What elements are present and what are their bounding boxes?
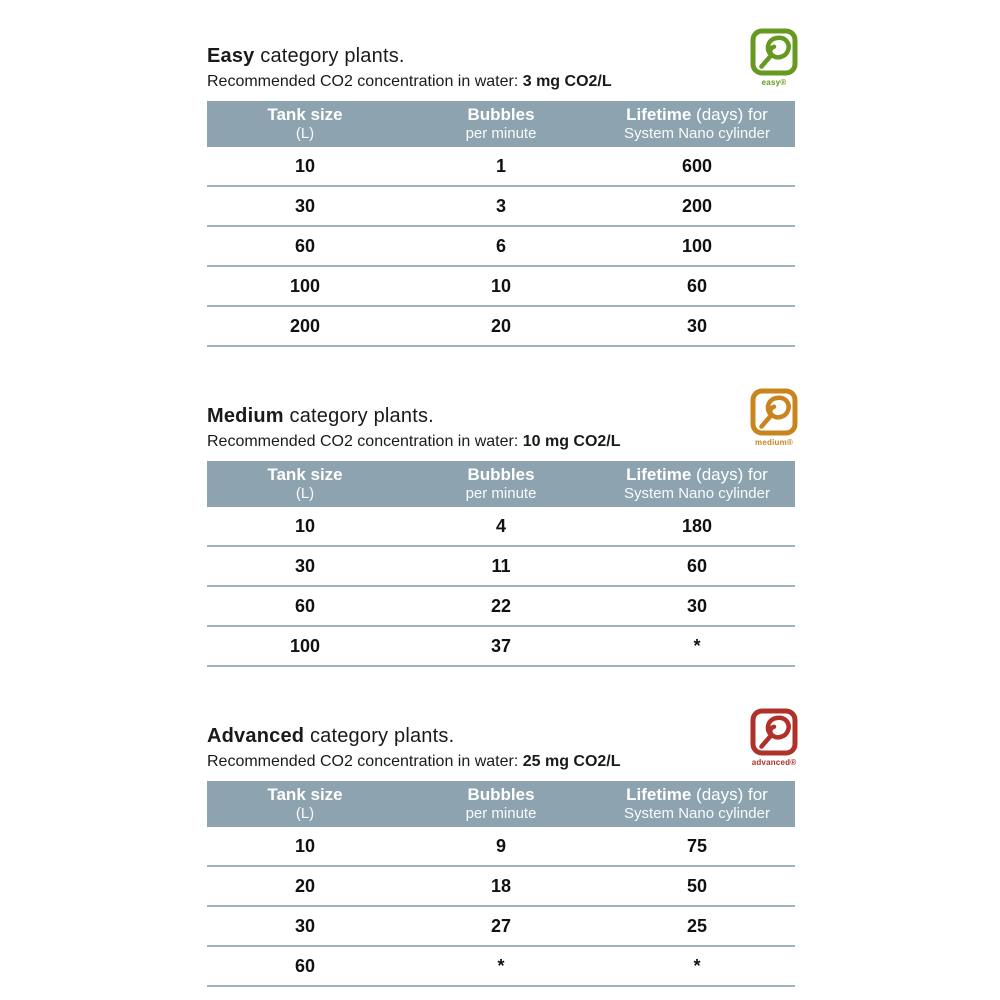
cell-bubbles: 3 bbox=[495, 195, 506, 216]
section-advanced bbox=[207, 725, 795, 987]
cell-lifetime: 180 bbox=[681, 515, 713, 536]
cell-bubbles: 20 bbox=[490, 315, 512, 336]
section-medium bbox=[207, 405, 795, 667]
col-header-bubbles: Bubbles per minute bbox=[465, 465, 537, 503]
logo-label-advanced: advanced® bbox=[751, 758, 797, 767]
cell-lifetime: 600 bbox=[681, 155, 713, 176]
tropica-leaf-logo-medium bbox=[747, 387, 801, 447]
cell-bubbles: * bbox=[497, 955, 505, 976]
cell-bubbles: 9 bbox=[495, 835, 506, 856]
table-row bbox=[207, 627, 795, 667]
table-header-medium bbox=[207, 461, 795, 507]
cell-tank-size: 30 bbox=[294, 915, 316, 936]
cell-lifetime: * bbox=[693, 635, 701, 656]
cell-tank-size: 200 bbox=[289, 315, 321, 336]
col-header-tank-size: Tank size (L) bbox=[267, 105, 343, 143]
col-header-tank-size: Tank size (L) bbox=[267, 785, 343, 823]
co2-dosing-tables bbox=[207, 0, 795, 987]
table-header-easy bbox=[207, 101, 795, 147]
col-header-bubbles: Bubbles per minute bbox=[465, 785, 537, 823]
co2-recommendation-easy: Recommended CO2 concentration in water: 3 mg CO2/L bbox=[207, 73, 612, 90]
table-row bbox=[207, 147, 795, 187]
cell-bubbles: 6 bbox=[495, 235, 506, 256]
table-row bbox=[207, 947, 795, 987]
cell-bubbles: 22 bbox=[490, 595, 512, 616]
table-row bbox=[207, 587, 795, 627]
cell-tank-size: 100 bbox=[289, 275, 321, 296]
table-row bbox=[207, 827, 795, 867]
cell-bubbles: 4 bbox=[495, 515, 506, 536]
table-row bbox=[207, 267, 795, 307]
col-header-tank-size: Tank size (L) bbox=[267, 465, 343, 503]
cell-tank-size: 60 bbox=[294, 235, 316, 256]
table-row bbox=[207, 867, 795, 907]
col-header-lifetime: Lifetime (days) for System Nano cylinder bbox=[624, 105, 770, 143]
co2-recommendation-advanced: Recommended CO2 concentration in water: 25 mg CO2/L bbox=[207, 753, 621, 770]
cell-lifetime: 100 bbox=[681, 235, 713, 256]
category-name: Medium bbox=[207, 405, 284, 427]
cell-tank-size: 20 bbox=[294, 875, 316, 896]
table-row bbox=[207, 507, 795, 547]
cell-bubbles: 10 bbox=[490, 275, 512, 296]
col-header-bubbles: Bubbles per minute bbox=[465, 105, 537, 143]
cell-bubbles: 18 bbox=[490, 875, 512, 896]
section-title-easy: Easy category plants. bbox=[207, 45, 405, 67]
table-row bbox=[207, 307, 795, 347]
cell-tank-size: 10 bbox=[294, 155, 316, 176]
cell-tank-size: 30 bbox=[294, 555, 316, 576]
table-header-advanced bbox=[207, 781, 795, 827]
co2-value: 3 mg CO2/L bbox=[522, 73, 612, 90]
cell-lifetime: 30 bbox=[686, 595, 708, 616]
cell-tank-size: 30 bbox=[294, 195, 316, 216]
cell-tank-size: 60 bbox=[294, 595, 316, 616]
cell-tank-size: 100 bbox=[289, 635, 321, 656]
cell-lifetime: 60 bbox=[686, 275, 708, 296]
table-row bbox=[207, 907, 795, 947]
cell-bubbles: 27 bbox=[490, 915, 512, 936]
cell-lifetime: 60 bbox=[686, 555, 708, 576]
leaf-icon bbox=[749, 27, 799, 77]
cell-tank-size: 10 bbox=[294, 515, 316, 536]
cell-lifetime: 25 bbox=[686, 915, 708, 936]
section-title-medium: Medium category plants. bbox=[207, 405, 434, 427]
co2-recommendation-medium: Recommended CO2 concentration in water: 10 mg CO2/L bbox=[207, 433, 621, 450]
cell-bubbles: 11 bbox=[491, 555, 511, 576]
category-name: Advanced bbox=[207, 725, 305, 747]
tropica-leaf-logo-easy bbox=[747, 27, 801, 87]
logo-label-easy: easy® bbox=[761, 78, 787, 87]
cell-lifetime: 50 bbox=[686, 875, 708, 896]
cell-lifetime: 200 bbox=[681, 195, 713, 216]
cell-lifetime: * bbox=[693, 955, 701, 976]
leaf-icon bbox=[749, 387, 799, 437]
co2-value: 10 mg CO2/L bbox=[522, 433, 621, 450]
col-header-lifetime: Lifetime (days) for System Nano cylinder bbox=[624, 465, 770, 503]
section-title-advanced: Advanced category plants. bbox=[207, 725, 455, 747]
cell-lifetime: 75 bbox=[686, 835, 708, 856]
category-name: Easy bbox=[207, 45, 255, 67]
table-row bbox=[207, 547, 795, 587]
col-header-lifetime: Lifetime (days) for System Nano cylinder bbox=[624, 785, 770, 823]
table-row bbox=[207, 187, 795, 227]
cell-lifetime: 30 bbox=[686, 315, 708, 336]
tropica-leaf-logo-advanced bbox=[747, 707, 801, 767]
cell-tank-size: 60 bbox=[294, 955, 316, 976]
cell-bubbles: 1 bbox=[495, 155, 506, 176]
leaf-icon bbox=[749, 707, 799, 757]
logo-label-medium: medium® bbox=[755, 438, 793, 447]
co2-value: 25 mg CO2/L bbox=[522, 753, 621, 770]
cell-tank-size: 10 bbox=[294, 835, 316, 856]
section-easy bbox=[207, 45, 795, 347]
table-row bbox=[207, 227, 795, 267]
cell-bubbles: 37 bbox=[490, 635, 512, 656]
